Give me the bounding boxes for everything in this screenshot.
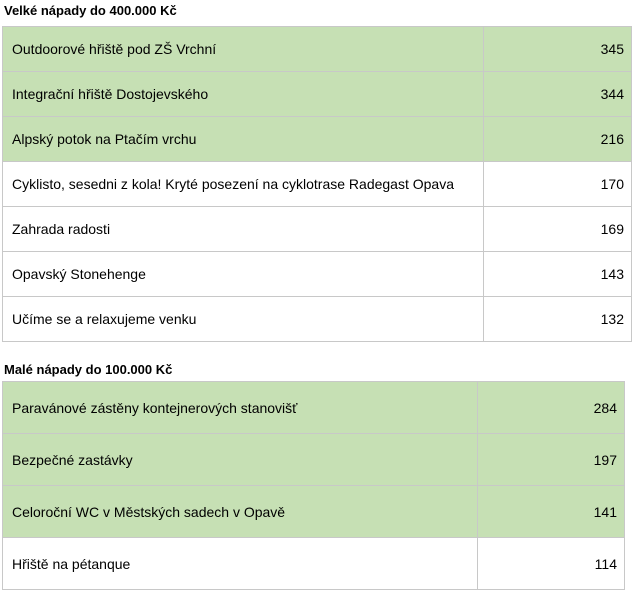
small-ideas-heading: Malé nápady do 100.000 Kč: [4, 362, 173, 377]
vote-count-cell: 197: [478, 434, 625, 486]
project-name-cell: Paravánové zástěny kontejnerových stanovišť: [3, 382, 478, 434]
vote-count-cell: 114: [478, 538, 625, 590]
table-row: [3, 486, 625, 538]
table-row: [3, 297, 632, 342]
vote-count-cell: 169: [484, 207, 632, 252]
table-row: [3, 72, 632, 117]
table-row: [3, 252, 632, 297]
project-name-cell: Cyklisto, sesedni z kola! Kryté posezení na cyklotrase Radegast Opava: [3, 162, 484, 207]
project-name-cell: Celoroční WC v Městských sadech v Opavě: [3, 486, 478, 538]
table-row: [3, 382, 625, 434]
vote-count-cell: 216: [484, 117, 632, 162]
table-row: [3, 117, 632, 162]
table-row: [3, 207, 632, 252]
table-row: [3, 162, 632, 207]
project-name-cell: Alpský potok na Ptačím vrchu: [3, 117, 484, 162]
project-name-cell: Zahrada radosti: [3, 207, 484, 252]
project-name-cell: Hřiště na pétanque: [3, 538, 478, 590]
vote-count-cell: 170: [484, 162, 632, 207]
vote-count-cell: 344: [484, 72, 632, 117]
table-row: [3, 27, 632, 72]
project-name-cell: Bezpečné zastávky: [3, 434, 478, 486]
vote-count-cell: 345: [484, 27, 632, 72]
vote-count-cell: 143: [484, 252, 632, 297]
project-name-cell: Učíme se a relaxujeme venku: [3, 297, 484, 342]
project-name-cell: Outdoorové hřiště pod ZŠ Vrchní: [3, 27, 484, 72]
project-name-cell: Opavský Stonehenge: [3, 252, 484, 297]
big-ideas-heading: Velké nápady do 400.000 Kč: [4, 3, 177, 18]
big-ideas-table: [2, 26, 632, 342]
table-row: [3, 434, 625, 486]
vote-count-cell: 284: [478, 382, 625, 434]
project-name-cell: Integrační hřiště Dostojevského: [3, 72, 484, 117]
small-ideas-table: [2, 381, 625, 590]
table-row: [3, 538, 625, 590]
vote-count-cell: 141: [478, 486, 625, 538]
vote-count-cell: 132: [484, 297, 632, 342]
